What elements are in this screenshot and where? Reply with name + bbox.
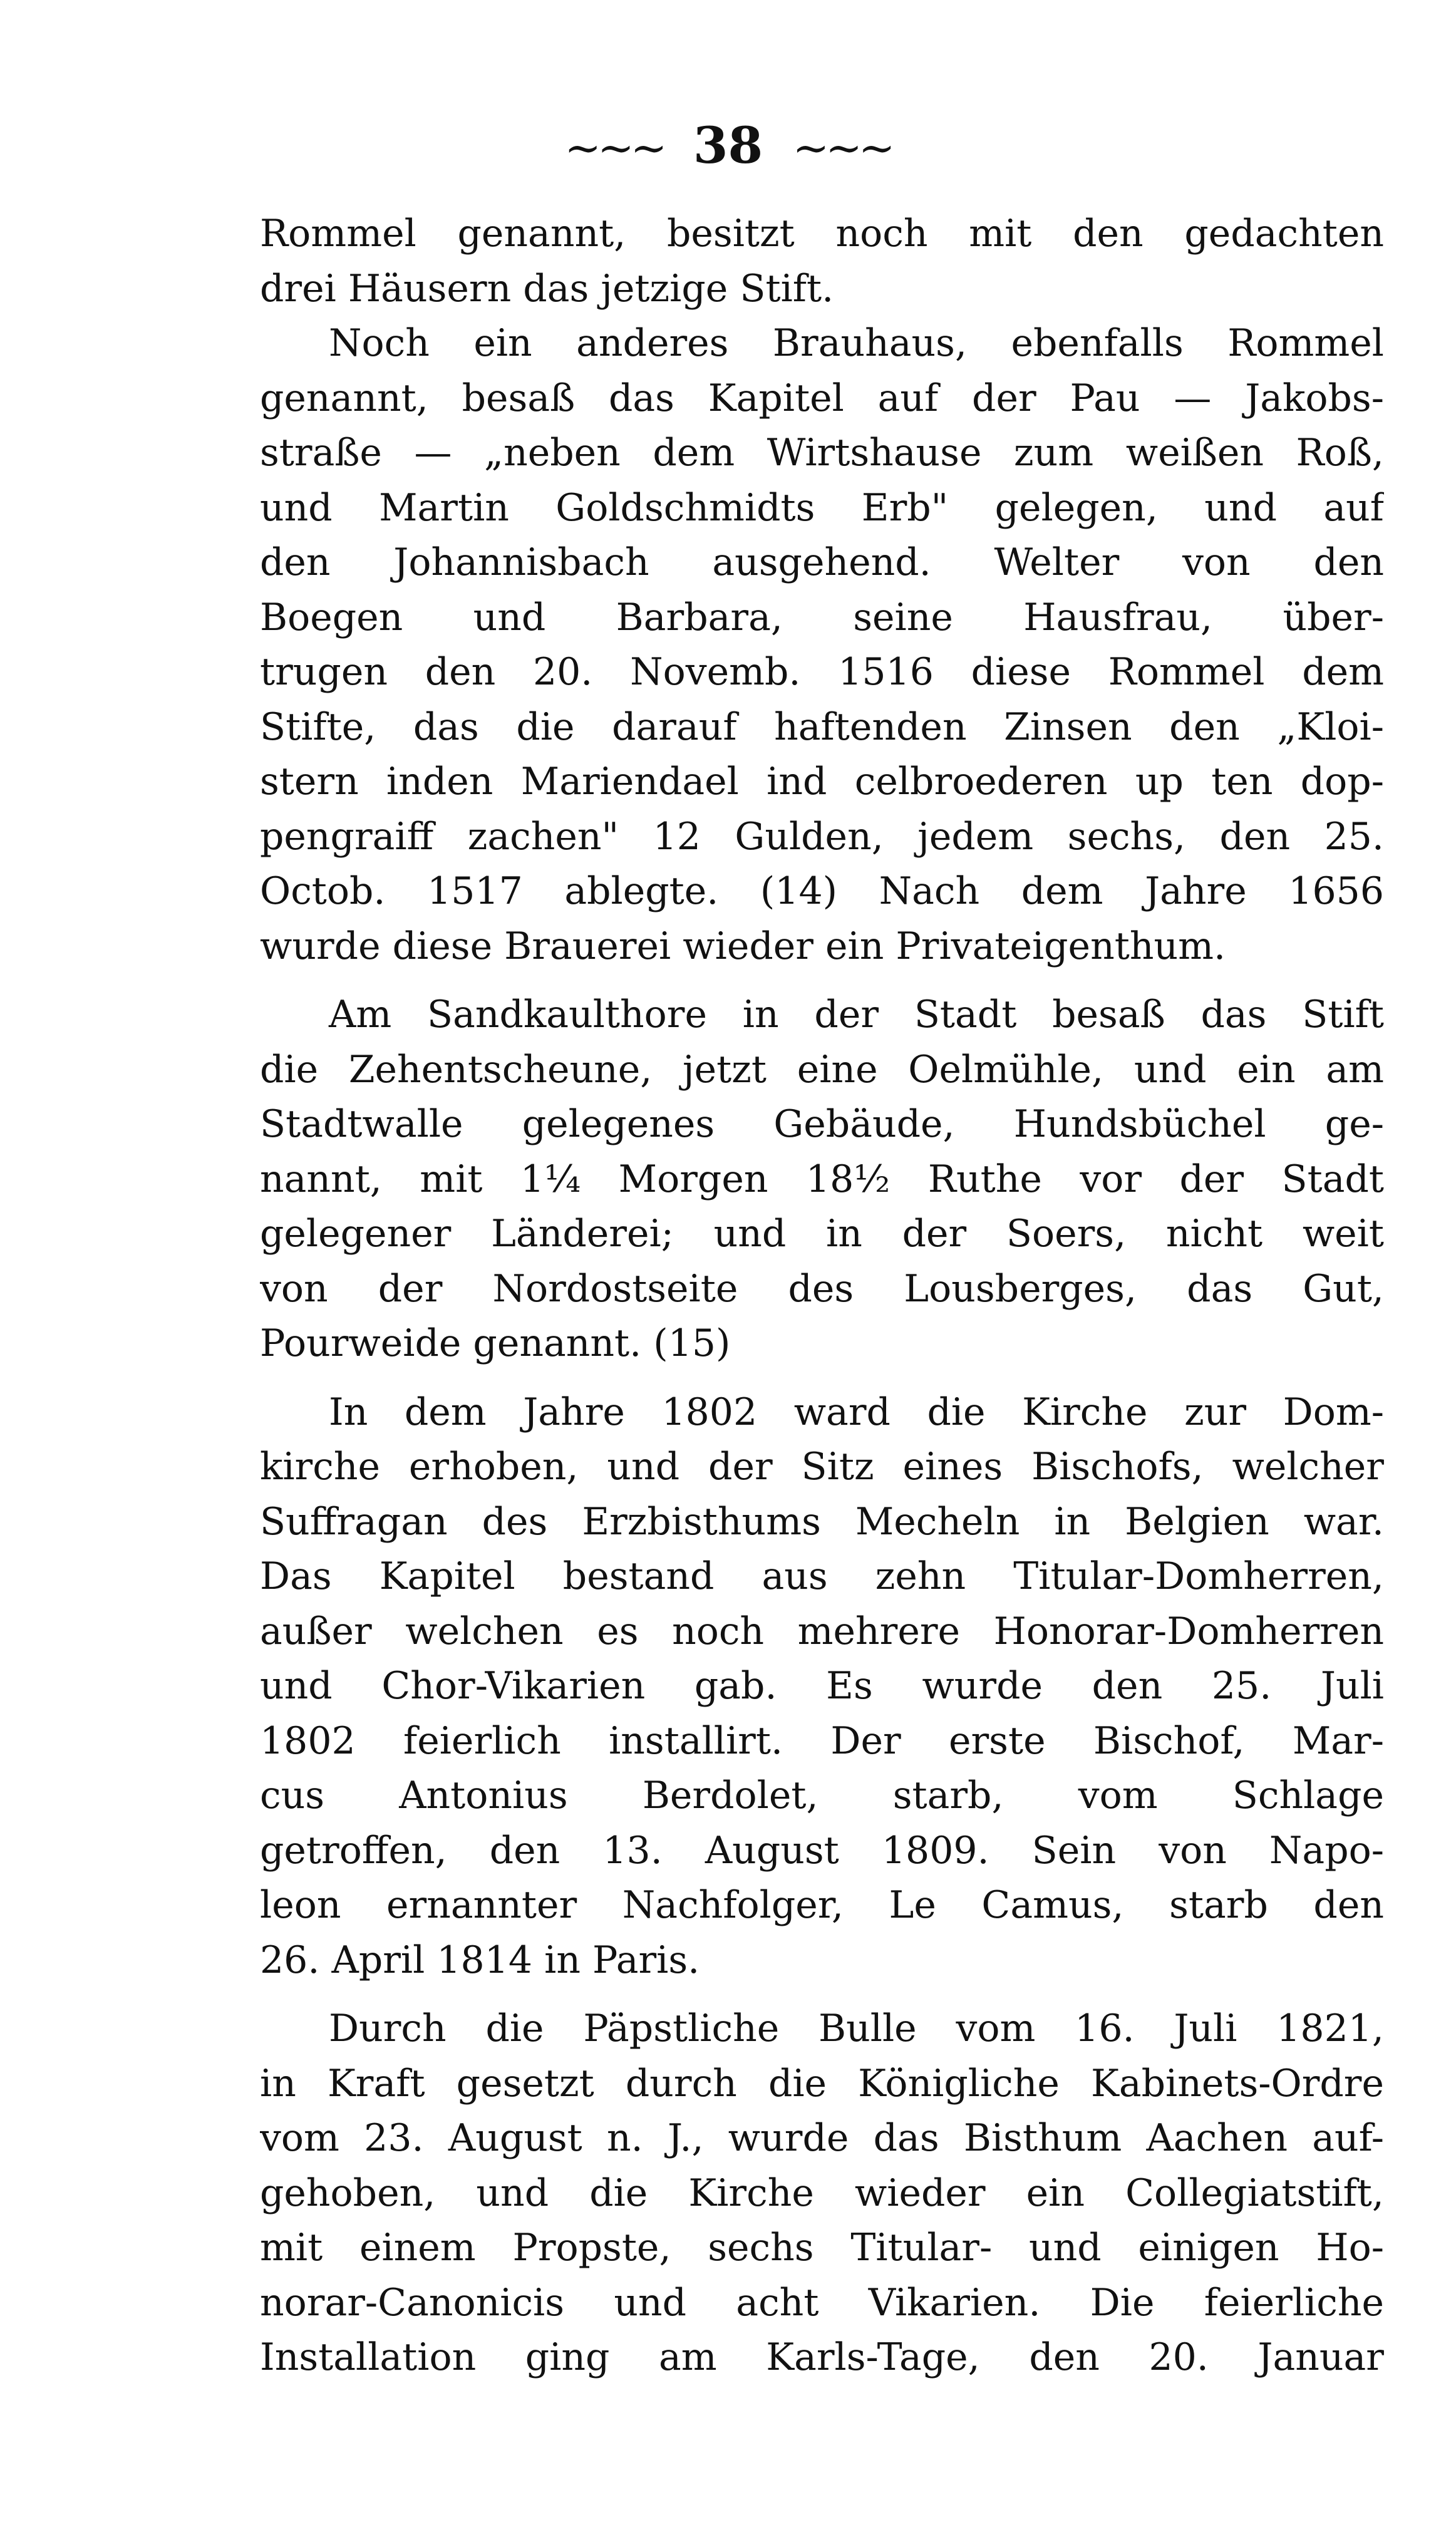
page-number: 38 (693, 116, 763, 175)
text-line: außer welchen es noch mehrere Honorar-Domherren (260, 1609, 1384, 1653)
left-ornament: ~~~ (564, 122, 664, 173)
text-line: von der Nordostseite des Lousberges, das Gut, (260, 1266, 1384, 1311)
text-line: gehoben, und die Kirche wieder ein Collegiatstift, (260, 2171, 1384, 2215)
body-text (260, 207, 1384, 2385)
text-line: Boegen und Barbara, seine Hausfrau, über- (260, 595, 1384, 639)
text-line: kirche erhoben, und der Sitz eines Bischofs, welcher (260, 1445, 1384, 1489)
text-line: Am Sandkaulthore in der Stadt besaß das Stift (329, 993, 1384, 1036)
text-line: den Johannisbach ausgehend. Welter von den (260, 540, 1384, 584)
text-line: Pourweide genannt. (15) (260, 1321, 731, 1365)
text-line: trugen den 20. Novemb. 1516 diese Rommel dem (260, 650, 1384, 694)
text-line: nannt, mit 1¼ Morgen 18½ Ruthe vor der Stadt (260, 1157, 1384, 1201)
text-line: Durch die Päpstliche Bulle vom 16. Juli 1821, (329, 2007, 1384, 2050)
text-line: getroffen, den 13. August 1809. Sein von Napo- (260, 1828, 1384, 1873)
right-ornament: ~~~ (792, 122, 892, 173)
text-line: 26. April 1814 in Paris. (260, 1938, 700, 1982)
text-line: Noch ein anderes Brauhaus, ebenfalls Rommel (329, 321, 1384, 365)
text-line: Das Kapitel bestand aus zehn Titular-Domherren, (260, 1554, 1384, 1598)
text-line: und Chor-Vikarien gab. Es wurde den 25. Juli (260, 1664, 1384, 1708)
text-line: Suffragan des Erzbisthums Mecheln in Belgien war. (260, 1499, 1384, 1544)
page-header (0, 116, 1456, 175)
text-line: cus Antonius Berdolet, starb, vom Schlage (260, 1774, 1384, 1817)
text-line: Stifte, das die darauf haftenden Zinsen den „Kloi- (260, 705, 1384, 749)
text-line: stern inden Mariendael ind celbroederen up ten dop- (260, 760, 1384, 804)
text-line: norar-Canonicis und acht Vikarien. Die feierliche (260, 2280, 1384, 2325)
text-line: vom 23. August n. J., wurde das Bisthum Aachen auf- (260, 2116, 1384, 2160)
text-line: drei Häusern das jetzige Stift. (260, 266, 834, 311)
text-line: Stadtwalle gelegenes Gebäude, Hundsbüchel ge- (260, 1102, 1384, 1146)
text-line: Installation ging am Karls-Tage, den 20. Januar (260, 2335, 1384, 2379)
text-line: genannt, besaß das Kapitel auf der Pau — Jakobs- (260, 376, 1384, 420)
text-line: 1802 feierlich installirt. Der erste Bischof, Mar- (260, 1718, 1384, 1763)
text-line: straße — „neben dem Wirtshause zum weißen Roß, (260, 431, 1384, 475)
text-line: und Martin Goldschmidts Erb" gelegen, und auf (260, 485, 1384, 530)
text-line: Octob. 1517 ablegte. (14) Nach dem Jahre 1656 (260, 869, 1384, 913)
text-line: Rommel genannt, besitzt noch mit den gedachten (260, 212, 1384, 256)
text-line: in Kraft gesetzt durch die Königliche Kabinets-Ordre (260, 2061, 1384, 2106)
text-line: wurde diese Brauerei wieder ein Privateigenthum. (260, 924, 1226, 968)
text-line: In dem Jahre 1802 ward die Kirche zur Dom- (329, 1390, 1384, 1434)
text-line: leon ernannter Nachfolger, Le Camus, starb den (260, 1883, 1384, 1927)
text-line: pengraiff zachen" 12 Gulden, jedem sechs, den 25. (260, 814, 1384, 859)
text-line: gelegener Länderei; und in der Soers, nicht weit (260, 1212, 1384, 1256)
text-line: mit einem Propste, sechs Titular- und einigen Ho- (260, 2226, 1384, 2270)
text-line: die Zehentscheune, jetzt eine Oelmühle, und ein am (260, 1047, 1384, 1092)
